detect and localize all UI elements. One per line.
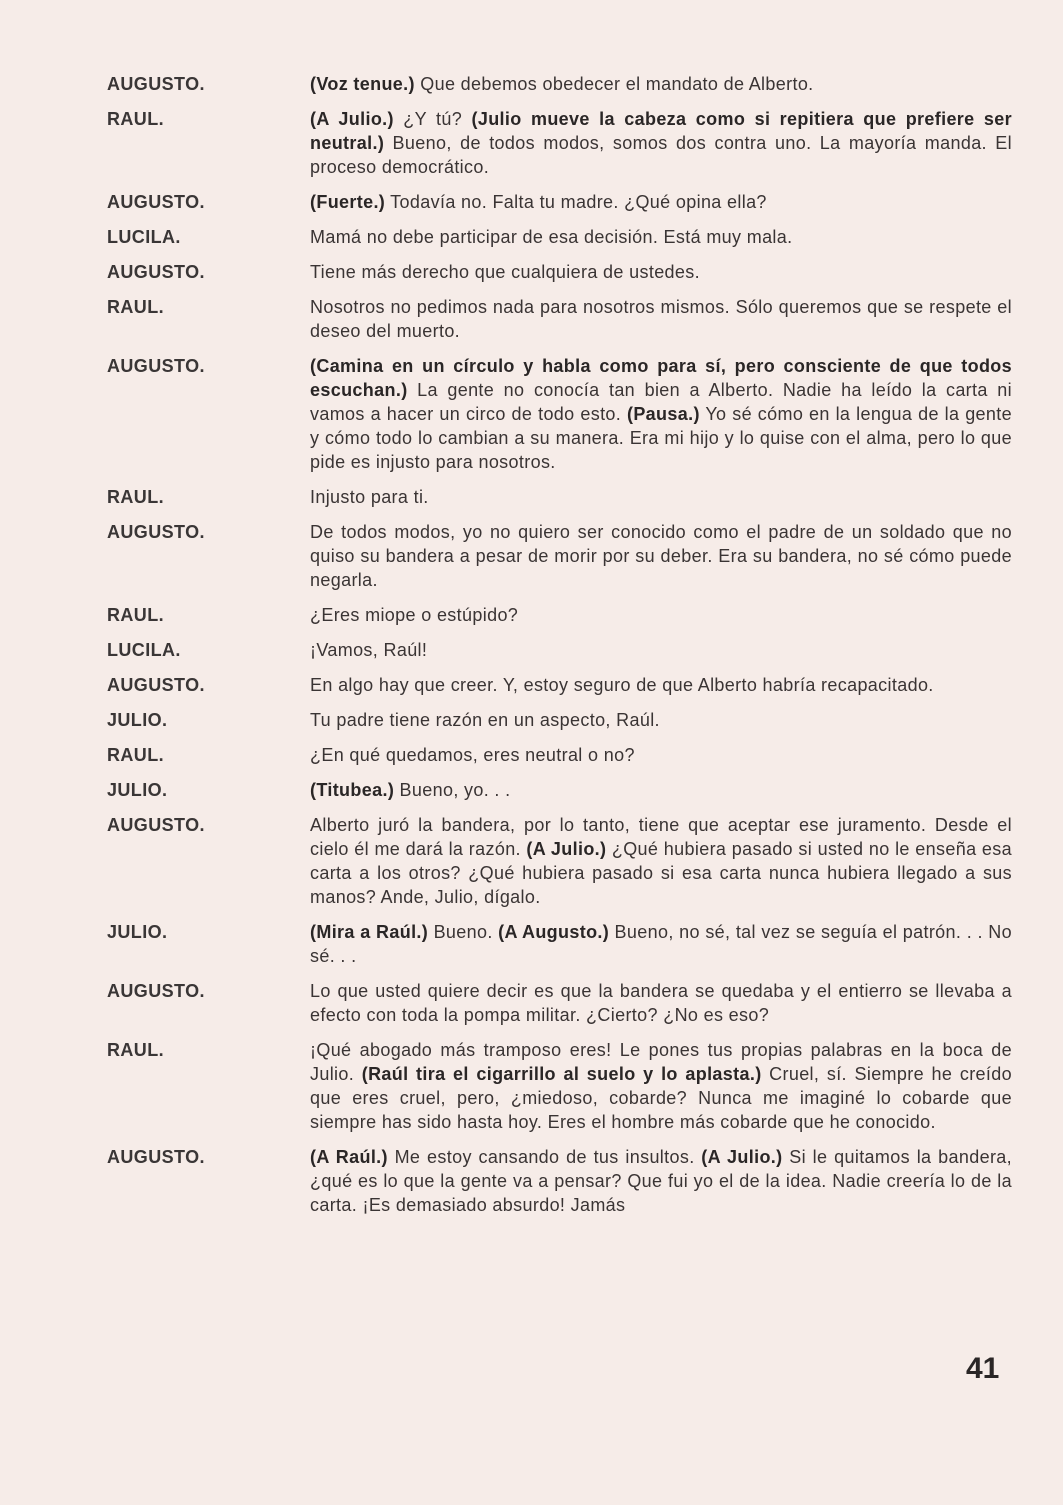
dialogue-line (310, 190, 1012, 214)
stage-direction: (A Julio.) (310, 109, 394, 129)
dialogue-line (310, 920, 1012, 968)
dialogue-entry (107, 225, 1012, 249)
dialogue-line (310, 225, 1012, 249)
speaker-name: AUGUSTO. (107, 522, 205, 542)
page-number: 41 (966, 1352, 1000, 1385)
dialogue-entry (107, 260, 1012, 284)
speaker-name: JULIO. (107, 710, 168, 730)
dialogue-line (310, 743, 1012, 767)
speaker-name: LUCILA. (107, 640, 181, 660)
dialogue-entry (107, 979, 1012, 1027)
spoken-text: Que debemos obedecer el mandato de Alberto. (414, 74, 814, 94)
dialogue-line (310, 603, 1012, 627)
speaker-name: RAUL. (107, 487, 164, 507)
spoken-text: Tu padre tiene razón en un aspecto, Raúl. (310, 710, 660, 730)
dialogue-entry (107, 295, 1012, 343)
dialogue-line (310, 520, 1012, 592)
spoken-text: Cruel, sí. Siempre he creído que eres cruel, pero, ¿miedoso, cobarde? Nunca me imaginé lo cobarde que siempre has sido hasta hoy. Eres el hombre más cobarde que he conocido. (310, 1064, 1012, 1132)
dialogue-entry (107, 1145, 1012, 1217)
spoken-text: ¡Qué abogado más tramposo eres! Le pones tus propias palabras en la boca de Julio. (310, 1040, 1012, 1084)
spoken-text: ¿Qué hubiera pasado si usted no le enseña esa carta a los otros? ¿Qué hubiera pasado si esa carta nunca hubiera llegado a sus manos? Ande, Julio, dígalo. (310, 839, 1012, 907)
dialogue-entry (107, 72, 1012, 96)
spoken-text: ¡Vamos, Raúl! (310, 640, 428, 660)
speaker-name: RAUL. (107, 109, 164, 129)
dialogue-entry (107, 354, 1012, 474)
speaker-name: AUGUSTO. (107, 1147, 205, 1167)
play-dialogue (107, 72, 1012, 1228)
speaker-name: AUGUSTO. (107, 815, 205, 835)
spoken-text: Bueno, yo. . . (394, 780, 511, 800)
spoken-text: Injusto para ti. (310, 487, 429, 507)
speaker-name: AUGUSTO. (107, 192, 205, 212)
speaker-name: RAUL. (107, 745, 164, 765)
dialogue-entry (107, 638, 1012, 662)
dialogue-line (310, 107, 1012, 179)
speaker-name: RAUL. (107, 605, 164, 625)
stage-direction: (Camina en un círculo y habla como para sí, pero consciente de que todos escuchan.) (310, 356, 1012, 400)
dialogue-line (310, 979, 1012, 1027)
dialogue-line (310, 1038, 1012, 1134)
dialogue-line (310, 1145, 1012, 1217)
dialogue-entry (107, 485, 1012, 509)
dialogue-line (310, 778, 1012, 802)
spoken-text: La gente no conocía tan bien a Alberto. Nadie ha leído la carta ni vamos a hacer un circo de todo esto. (310, 380, 1012, 424)
stage-direction: (A Julio.) (526, 839, 607, 859)
dialogue-line (310, 708, 1012, 732)
dialogue-line (310, 673, 1012, 697)
spoken-text: Mamá no debe participar de esa decisión. Está muy mala. (310, 227, 793, 247)
dialogue-entry (107, 673, 1012, 697)
spoken-text: Me estoy cansando de tus insultos. (387, 1147, 702, 1167)
dialogue-line (310, 638, 1012, 662)
spoken-text: ¿Y tú? (393, 109, 472, 129)
speaker-name: AUGUSTO. (107, 675, 205, 695)
spoken-text: Lo que usted quiere decir es que la bandera se quedaba y el entierro se llevaba a efecto con toda la pompa militar. ¿Cierto? ¿No es eso? (310, 981, 1012, 1025)
spoken-text: Alberto juró la bandera, por lo tanto, tiene que aceptar ese juramento. Desde el cielo él me dará la razón. (310, 815, 1012, 859)
dialogue-line (310, 485, 1012, 509)
spoken-text: Bueno, no sé, tal vez se seguía el patrón. . . No sé. . . (310, 922, 1012, 966)
stage-direction: (Titubea.) (310, 780, 395, 800)
dialogue-entry (107, 603, 1012, 627)
spoken-text: Nosotros no pedimos nada para nosotros mismos. Sólo queremos que se respete el deseo del muerto. (310, 297, 1012, 341)
dialogue-entry (107, 190, 1012, 214)
stage-direction: (A Julio.) (701, 1147, 783, 1167)
dialogue-entry (107, 743, 1012, 767)
stage-direction: (Voz tenue.) (310, 74, 415, 94)
speaker-name: AUGUSTO. (107, 981, 205, 1001)
spoken-text: ¿Eres miope o estúpido? (310, 605, 519, 625)
dialogue-line (310, 295, 1012, 343)
speaker-name: JULIO. (107, 922, 168, 942)
spoken-text: Yo sé cómo en la lengua de la gente y cómo todo lo cambian a su manera. Era mi hijo y lo quise con el alma, pero lo que pide es injusto para nosotros. (310, 404, 1012, 472)
dialogue-entry (107, 107, 1012, 179)
dialogue-entry (107, 778, 1012, 802)
stage-direction: (Fuerte.) (310, 192, 386, 212)
stage-direction: (Raúl tira el cigarrillo al suelo y lo aplasta.) (361, 1064, 762, 1084)
dialogue-entry (107, 813, 1012, 909)
spoken-text: En algo hay que creer. Y, estoy seguro de que Alberto habría recapacitado. (310, 675, 934, 695)
spoken-text: De todos modos, yo no quiero ser conocido como el padre de un soldado que no quiso su bandera a pesar de morir por su deber. Era su bandera, no sé cómo puede negarla. (310, 522, 1012, 590)
speaker-name: AUGUSTO. (107, 262, 205, 282)
dialogue-line (310, 260, 1012, 284)
spoken-text: Si le quitamos la bandera, ¿qué es lo que la gente va a pensar? Que fui yo el de la idea. Nadie creería lo de la carta. ¡Es demasiado absurdo! Jamás (310, 1147, 1012, 1215)
stage-direction: (Pausa.) (626, 404, 700, 424)
speaker-name: LUCILA. (107, 227, 181, 247)
dialogue-line (310, 813, 1012, 909)
dialogue-line (310, 354, 1012, 474)
speaker-name: RAUL. (107, 1040, 164, 1060)
speaker-name: AUGUSTO. (107, 356, 205, 376)
spoken-text: Bueno. (428, 922, 499, 942)
speaker-name: RAUL. (107, 297, 164, 317)
speaker-name: JULIO. (107, 780, 168, 800)
stage-direction: (Julio mueve la cabeza como si repitiera que prefiere ser neutral.) (310, 109, 1012, 153)
spoken-text: Todavía no. Falta tu madre. ¿Qué opina ella? (385, 192, 767, 212)
dialogue-entry (107, 1038, 1012, 1134)
stage-direction: (A Augusto.) (498, 922, 610, 942)
dialogue-line (310, 72, 1012, 96)
spoken-text: ¿En qué quedamos, eres neutral o no? (310, 745, 635, 765)
speaker-name: AUGUSTO. (107, 74, 205, 94)
spoken-text: Tiene más derecho que cualquiera de ustedes. (310, 262, 700, 282)
spoken-text: Bueno, de todos modos, somos dos contra uno. La mayoría manda. El proceso democrático. (310, 133, 1012, 177)
dialogue-entry (107, 708, 1012, 732)
dialogue-entry (107, 920, 1012, 968)
stage-direction: (Mira a Raúl.) (310, 922, 429, 942)
stage-direction: (A Raúl.) (310, 1147, 388, 1167)
dialogue-entry (107, 520, 1012, 592)
